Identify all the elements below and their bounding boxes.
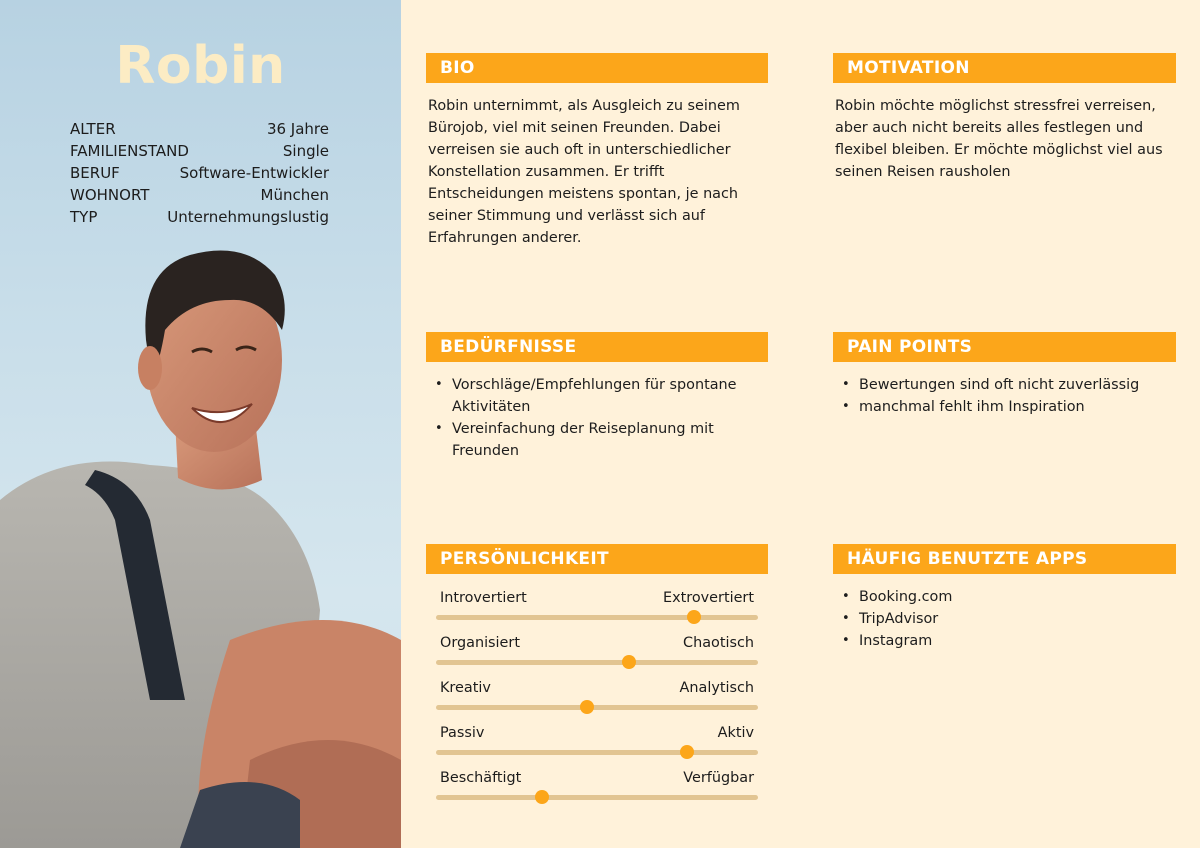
persona-details bbox=[401, 0, 1200, 848]
personality-section bbox=[426, 544, 768, 813]
slider-left-label: Passiv bbox=[440, 725, 485, 741]
slider-right-label: Analytisch bbox=[679, 680, 754, 696]
slider-knob bbox=[680, 745, 694, 759]
apps-section bbox=[833, 544, 1176, 652]
fact-value: München bbox=[260, 186, 329, 204]
fact-alter bbox=[70, 118, 329, 140]
slider-knob bbox=[535, 790, 549, 804]
slider-track bbox=[436, 750, 758, 755]
slider-knob bbox=[580, 700, 594, 714]
personality-header: PERSÖNLICHKEIT bbox=[426, 544, 768, 574]
personality-slider bbox=[426, 633, 768, 678]
apps-body bbox=[833, 586, 1176, 652]
fact-wohnort bbox=[70, 184, 329, 206]
needs-header: BEDÜRFNISSE bbox=[426, 332, 768, 362]
bio-section bbox=[426, 53, 768, 249]
fact-value: Unternehmungslustig bbox=[167, 208, 329, 226]
fact-label: WOHNORT bbox=[70, 186, 150, 204]
list-item: • TripAdvisor bbox=[833, 608, 1176, 630]
list-item: • Instagram bbox=[833, 630, 1176, 652]
motivation-body bbox=[833, 95, 1176, 183]
persona-facts bbox=[70, 118, 329, 228]
fact-label: BERUF bbox=[70, 164, 120, 182]
needs-body bbox=[426, 374, 768, 462]
slider-track bbox=[436, 615, 758, 620]
bio-body bbox=[426, 95, 768, 249]
motivation-header: MOTIVATION bbox=[833, 53, 1176, 83]
needs-section bbox=[426, 332, 768, 462]
apps-header: HÄUFIG BENUTZTE APPS bbox=[833, 544, 1176, 574]
personality-sliders bbox=[426, 588, 768, 813]
list-item: • Vorschläge/Empfehlungen für spontane Aktivitäten bbox=[426, 374, 768, 418]
slider-knob bbox=[687, 610, 701, 624]
slider-knob bbox=[622, 655, 636, 669]
personality-slider bbox=[426, 678, 768, 723]
fact-value: Single bbox=[282, 142, 329, 160]
slider-track bbox=[436, 795, 758, 800]
slider-track bbox=[436, 660, 758, 665]
pain-points-body bbox=[833, 374, 1176, 418]
persona-name: Robin bbox=[115, 36, 286, 96]
slider-right-label: Chaotisch bbox=[683, 635, 754, 651]
list-item: • Vereinfachung der Reiseplanung mit Freunden bbox=[426, 418, 768, 462]
fact-value: Software-Entwickler bbox=[179, 164, 329, 182]
slider-right-label: Verfügbar bbox=[683, 770, 754, 786]
fact-familienstand bbox=[70, 140, 329, 162]
fact-label: FAMILIENSTAND bbox=[70, 142, 189, 160]
fact-beruf bbox=[70, 162, 329, 184]
motivation-section bbox=[833, 53, 1176, 183]
slider-left-label: Introvertiert bbox=[440, 590, 527, 606]
list-item: • Bewertungen sind oft nicht zuverlässig bbox=[833, 374, 1176, 396]
slider-right-label: Aktiv bbox=[717, 725, 754, 741]
slider-right-label: Extrovertiert bbox=[663, 590, 754, 606]
pain-points-header: PAIN POINTS bbox=[833, 332, 1176, 362]
pain-points-section bbox=[833, 332, 1176, 418]
slider-track bbox=[436, 705, 758, 710]
persona-panel bbox=[0, 0, 401, 848]
slider-left-label: Beschäftigt bbox=[440, 770, 522, 786]
list-item: • manchmal fehlt ihm Inspiration bbox=[833, 396, 1176, 418]
fact-label: ALTER bbox=[70, 120, 116, 138]
fact-value: 36 Jahre bbox=[266, 120, 329, 138]
bio-text: Robin unternimmt, als Ausgleich zu seinem Bürojob, viel mit seinen Freunden. Dabei verreisen sie auch oft in unterschiedlicher Konstellation zusammen. Er trifft Entscheidungen meistens spontan, je nach seiner Stimmung und verlässt sich auf Erfahrungen anderer. bbox=[428, 98, 740, 246]
personality-slider bbox=[426, 768, 768, 813]
fact-typ bbox=[70, 206, 329, 228]
slider-left-label: Kreativ bbox=[440, 680, 491, 696]
motivation-text: Robin möchte möglichst stressfrei verreisen, aber auch nicht bereits alles festlegen und flexibel bleiben. Er möchte möglichst viel aus seinen Reisen rausholen bbox=[835, 98, 1163, 180]
slider-left-label: Organisiert bbox=[440, 635, 520, 651]
fact-label: TYP bbox=[70, 208, 98, 226]
list-item: • Booking.com bbox=[833, 586, 1176, 608]
personality-slider bbox=[426, 588, 768, 633]
personality-slider bbox=[426, 723, 768, 768]
bio-header: BIO bbox=[426, 53, 768, 83]
